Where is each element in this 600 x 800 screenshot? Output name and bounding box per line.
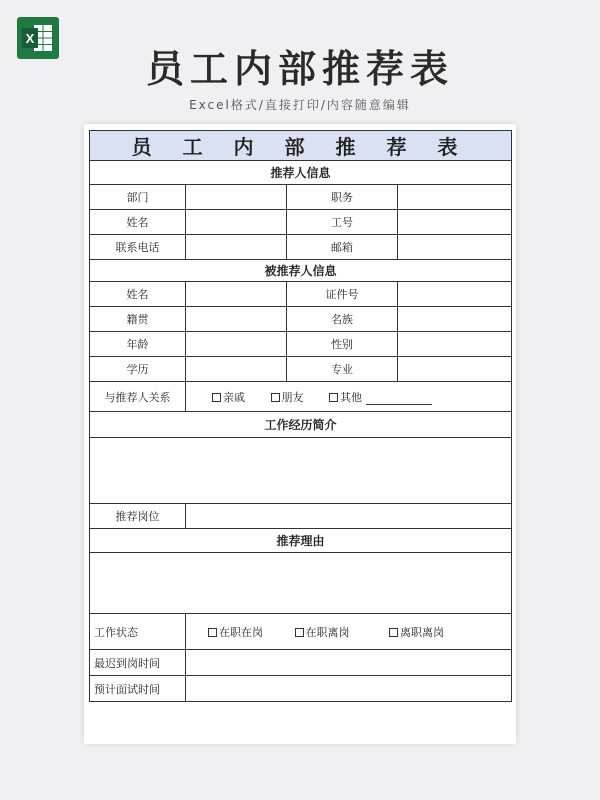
work-status-options xyxy=(186,614,512,650)
recommender-name-field[interactable] xyxy=(186,210,287,235)
reason-field[interactable] xyxy=(90,553,512,614)
referral-form-table xyxy=(89,130,512,702)
department-field[interactable] xyxy=(186,185,287,210)
excel-icon-letter: X xyxy=(25,31,35,46)
candidate-name-field[interactable] xyxy=(186,282,287,307)
gender-label: 性别 xyxy=(287,332,398,357)
recommended-section-heading: 被推荐人信息 xyxy=(90,260,512,282)
recommender-name-label: 姓名 xyxy=(90,210,186,235)
checkbox-icon[interactable] xyxy=(295,628,304,637)
phone-field[interactable] xyxy=(186,235,287,260)
email-label: 邮箱 xyxy=(287,235,398,260)
other-fill-line[interactable] xyxy=(366,395,432,405)
candidate-name-label: 姓名 xyxy=(90,282,186,307)
origin-field[interactable] xyxy=(186,307,287,332)
employee-id-label: 工号 xyxy=(287,210,398,235)
position-field[interactable] xyxy=(398,185,512,210)
employee-id-field[interactable] xyxy=(398,210,512,235)
reason-heading: 推荐理由 xyxy=(90,529,512,553)
checkbox-icon[interactable] xyxy=(212,393,221,402)
relation-option-other[interactable]: 其他 xyxy=(329,389,432,405)
interview-time-label: 预计面试时间 xyxy=(90,676,186,702)
form-title: 员 工 内 部 推 荐 表 xyxy=(90,131,512,161)
work-status-label: 工作状态 xyxy=(90,614,186,650)
status-option-employed-on-duty[interactable]: 在职在岗 xyxy=(208,624,263,640)
earliest-start-field[interactable] xyxy=(186,650,512,676)
status-option-employed-off-duty[interactable]: 在职离岗 xyxy=(295,624,350,640)
phone-label: 联系电话 xyxy=(90,235,186,260)
id-number-field[interactable] xyxy=(398,282,512,307)
interview-time-field[interactable] xyxy=(186,676,512,702)
relation-option-relative[interactable]: 亲戚 xyxy=(212,389,245,405)
origin-label: 籍贯 xyxy=(90,307,186,332)
age-label: 年龄 xyxy=(90,332,186,357)
ethnicity-label: 名族 xyxy=(287,307,398,332)
email-field[interactable] xyxy=(398,235,512,260)
id-number-label: 证件号 xyxy=(287,282,398,307)
relation-option-friend[interactable]: 朋友 xyxy=(271,389,304,405)
checkbox-icon[interactable] xyxy=(329,393,338,402)
earliest-start-label: 最迟到岗时间 xyxy=(90,650,186,676)
form-sheet xyxy=(84,124,516,744)
relation-label: 与推荐人关系 xyxy=(90,382,186,412)
education-label: 学历 xyxy=(90,357,186,382)
recommended-position-field[interactable] xyxy=(186,504,512,529)
gender-field[interactable] xyxy=(398,332,512,357)
checkbox-icon[interactable] xyxy=(389,628,398,637)
major-field[interactable] xyxy=(398,357,512,382)
major-label: 专业 xyxy=(287,357,398,382)
checkbox-icon[interactable] xyxy=(208,628,217,637)
work-history-heading: 工作经历简介 xyxy=(90,412,512,438)
status-option-left[interactable]: 离职离岗 xyxy=(389,624,444,640)
age-field[interactable] xyxy=(186,332,287,357)
department-label: 部门 xyxy=(90,185,186,210)
page-subtitle: Excel格式/直接打印/内容随意编辑 xyxy=(189,98,411,112)
work-history-field[interactable] xyxy=(90,438,512,504)
relation-options xyxy=(186,382,512,412)
recommender-section-heading: 推荐人信息 xyxy=(90,161,512,185)
education-field[interactable] xyxy=(186,357,287,382)
position-label: 职务 xyxy=(287,185,398,210)
ethnicity-field[interactable] xyxy=(398,307,512,332)
recommended-position-label: 推荐岗位 xyxy=(90,504,186,529)
page-title: 员工内部推荐表 xyxy=(145,47,454,91)
checkbox-icon[interactable] xyxy=(271,393,280,402)
